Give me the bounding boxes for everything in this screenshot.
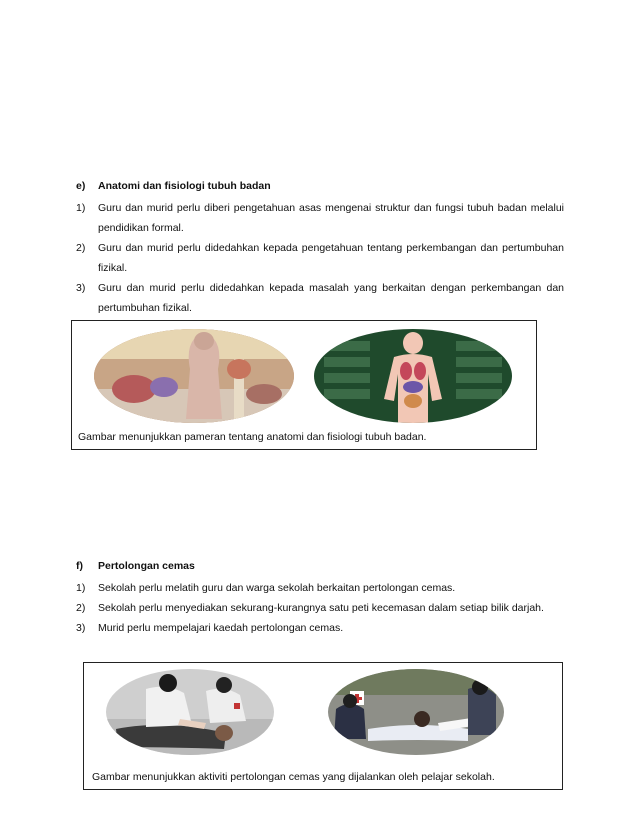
list-item: 1) Guru dan murid perlu diberi pengetahuan asas mengenai struktur dan fungsi tubuh badan melalui pendidikan formal.	[76, 202, 564, 234]
figure-anatomy	[71, 320, 537, 450]
section-f-heading	[76, 560, 564, 572]
first-aid-photo-2	[328, 669, 504, 755]
section-e-letter: e)	[76, 180, 86, 192]
list-item: 3) Murid perlu mempelajari kaedah pertolongan cemas.	[76, 622, 344, 634]
figure-first-aid-caption: Gambar menunjukkan aktiviti pertolongan cemas yang dijalankan oleh pelajar sekolah.	[92, 771, 495, 783]
section-f-title: Pertolongan cemas	[98, 560, 195, 572]
figure-anatomy-caption: Gambar menunjukkan pameran tentang anatomi dan fisiologi tubuh badan.	[78, 431, 427, 443]
list-item: 1) Sekolah perlu melatih guru dan warga sekolah berkaitan pertolongan cemas.	[76, 582, 456, 594]
first-aid-photo-1	[106, 669, 274, 755]
section-e-list	[76, 198, 564, 318]
anatomy-model-photo	[94, 329, 294, 423]
figure-first-aid	[83, 662, 563, 790]
list-item: 2) Guru dan murid perlu didedahkan kepada pengetahuan tentang perkembangan dan pertumbuhan fizikal.	[76, 242, 564, 274]
body-systems-photo	[314, 329, 512, 423]
section-e-heading	[76, 180, 564, 192]
list-item: 3) Guru dan murid perlu didedahkan kepada masalah yang berkaitan dengan perkembangan dan pertumbuhan fizikal.	[76, 282, 564, 314]
section-e	[76, 180, 564, 318]
list-item: 2) Sekolah perlu menyediakan sekurang-kurangnya satu peti kecemasan dalam setiap bilik darjah.	[76, 602, 544, 614]
section-f-list	[76, 578, 564, 638]
section-f-letter: f)	[76, 560, 83, 572]
section-e-title: Anatomi dan fisiologi tubuh badan	[98, 180, 271, 192]
section-f	[76, 560, 564, 638]
